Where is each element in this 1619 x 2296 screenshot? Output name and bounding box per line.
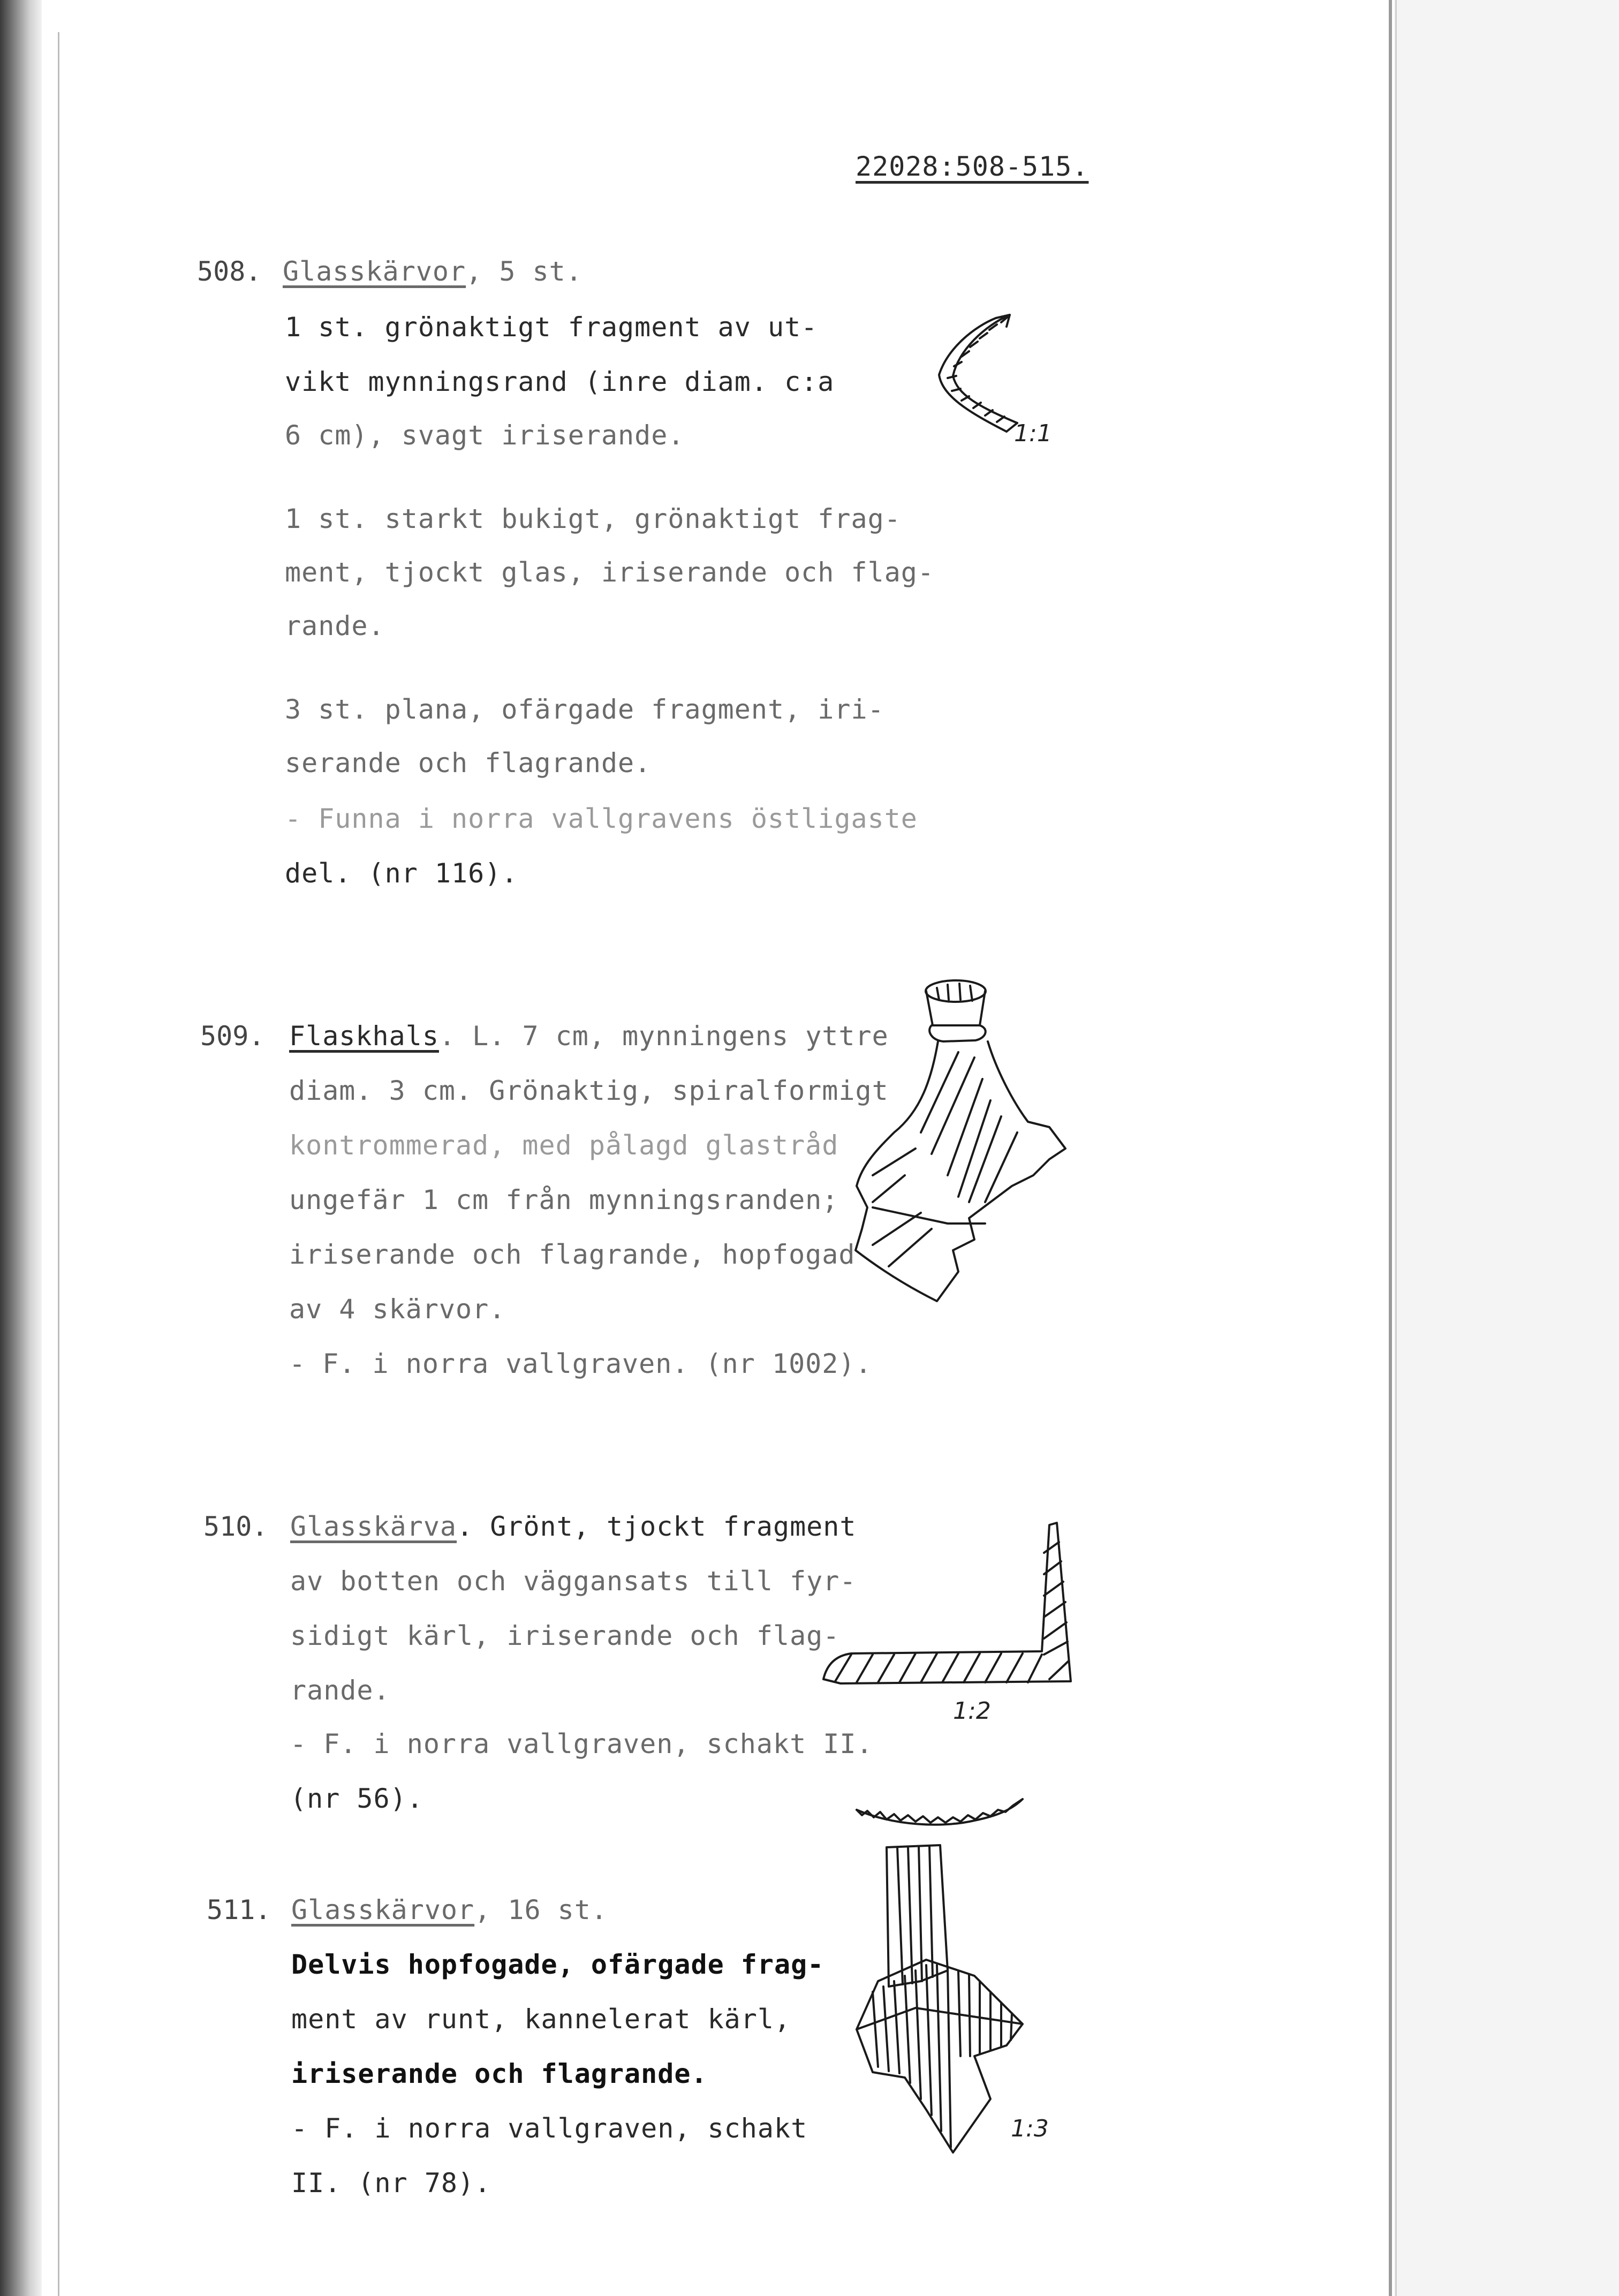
entry-510-line-4: - F. i norra vallgraven, schakt II. (290, 1728, 873, 1759)
fluted-vessel-icon (846, 1778, 1081, 2163)
scale-label-510: 1:2 (953, 1697, 991, 1725)
entry-509-line-3: ungefär 1 cm från mynningsranden; (289, 1184, 839, 1215)
entry-510-line-3: rande. (290, 1675, 390, 1706)
entry-509-line-6: - F. i norra vallgraven. (nr 1002). (289, 1348, 872, 1379)
scan-left-edge (0, 0, 42, 2296)
page-reference: 22028:508-515. (856, 151, 1089, 182)
entry-511-line-2: ment av runt, kannelerat kärl, (291, 2004, 791, 2035)
entry-number-511: 511. (207, 1894, 271, 1925)
entry-510-title: Glasskärva (290, 1511, 457, 1542)
entry-509-heading (289, 1021, 889, 1052)
entry-508-line-1: 1 st. grönaktigt fragment av ut- (285, 312, 818, 343)
entry-508-line-7: 3 st. plana, ofärgade fragment, iri- (285, 694, 884, 725)
entry-511-heading-rest: , 16 st. (474, 1894, 608, 1925)
base-fragment-icon (819, 1521, 1081, 1692)
entry-509-line-5: av 4 skärvor. (289, 1294, 506, 1325)
entry-511-line-4: - F. i norra vallgraven, schakt (291, 2113, 808, 2144)
entry-508-line-2: vikt mynningsrand (inre diam. c:a (285, 366, 835, 397)
entry-510-heading-rest: . Grönt, tjockt fragment (457, 1511, 857, 1542)
entry-510-line-1: av botten och väggansats till fyr- (290, 1566, 857, 1597)
entry-509-heading-rest: . L. 7 cm, mynningens yttre (438, 1021, 889, 1052)
entry-508-title: Glasskärvor (283, 256, 466, 287)
entry-511-heading (291, 1894, 608, 1925)
entry-510-line-2: sidigt kärl, iriserande och flag- (290, 1620, 840, 1651)
entry-508-line-8: serande och flagrande. (285, 747, 652, 779)
entry-511-title: Glasskärvor (291, 1894, 475, 1925)
entry-508-line-6: rande. (285, 610, 385, 641)
entry-509-line-2: kontrommerad, med pålagd glastråd (289, 1130, 839, 1161)
scan-right-edge-line-2 (1395, 0, 1397, 2296)
scan-right-margin (1394, 0, 1619, 2296)
entry-511-line-1: Delvis hopfogade, ofärgade frag- (291, 1949, 824, 1980)
scan-right-edge-line (1389, 0, 1392, 2296)
entry-508-line-5: ment, tjockt glas, iriserande och flag- (285, 557, 934, 588)
bottle-neck-icon (851, 972, 1076, 1309)
entry-number-508: 508. (197, 256, 262, 287)
entry-511-line-5: II. (nr 78). (291, 2167, 491, 2199)
entry-509-line-1: diam. 3 cm. Grönaktig, spiralformigt (289, 1075, 889, 1106)
entry-508-line-10: del. (nr 116). (285, 858, 518, 889)
entry-511-line-3: iriserande och flagrande. (291, 2058, 708, 2089)
entry-508-heading-rest: , 5 st. (466, 256, 582, 287)
entry-508-line-3: 6 cm), svagt iriserande. (285, 420, 685, 451)
entry-508-line-9: - Funna i norra vallgravens östligaste (285, 803, 918, 834)
entry-509-line-4: iriserande och flagrande, hopfogad (289, 1239, 856, 1270)
entry-number-510: 510. (203, 1511, 268, 1542)
entry-number-509: 509. (200, 1021, 265, 1052)
entry-509-title: Flaskhals (289, 1021, 439, 1052)
entry-508-line-4: 1 st. starkt bukigt, grönaktigt frag- (285, 503, 901, 534)
scan-left-margin-line (58, 32, 59, 2296)
entry-508-heading (283, 256, 582, 287)
entry-510-heading (290, 1511, 857, 1542)
entry-510-line-5: (nr 56). (290, 1783, 423, 1814)
scale-label-508: 1:1 (1014, 420, 1052, 447)
scale-label-511: 1:3 (1011, 2115, 1049, 2142)
